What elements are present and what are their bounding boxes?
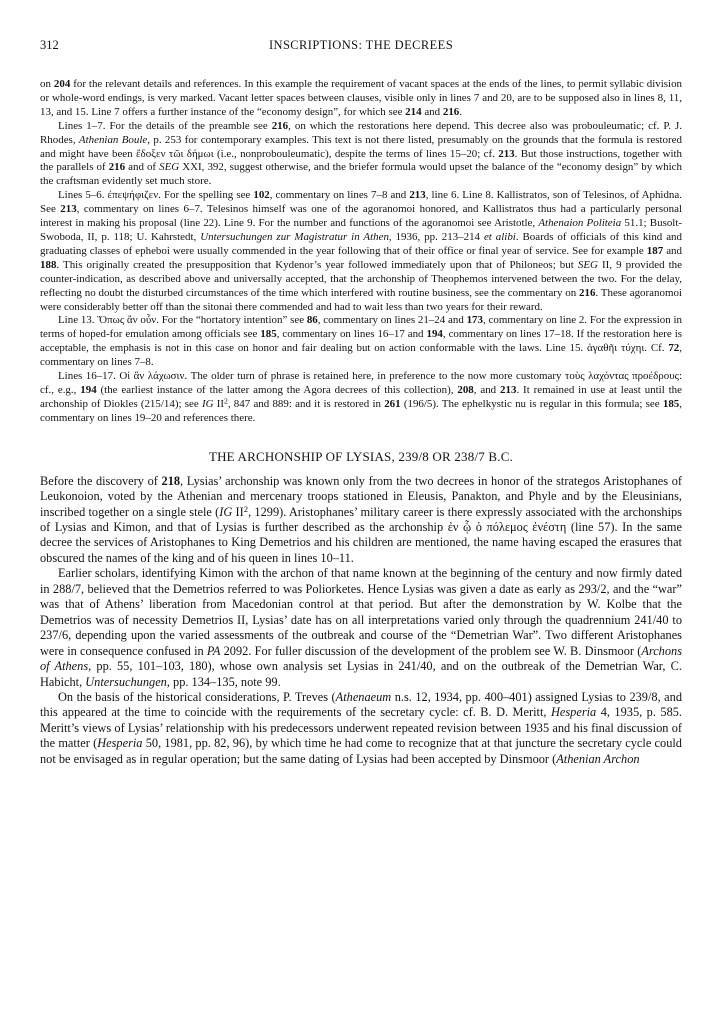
main-text-block — [40, 474, 682, 768]
italic-title: IG — [201, 397, 214, 410]
italic-title: Hesperia — [97, 736, 143, 751]
cross-reference-number: 185 — [260, 328, 277, 341]
running-title: INSCRIPTIONS: THE DECREES — [268, 38, 454, 52]
italic-title: IG — [219, 504, 233, 519]
cross-reference-number: 204 — [53, 78, 71, 90]
cross-reference-number: 213 — [409, 189, 426, 202]
cross-reference-number: 194 — [80, 383, 97, 396]
cross-reference-number: 102 — [253, 189, 270, 202]
cross-reference-number: 86 — [306, 314, 318, 327]
italic-title: Untersuchungen — [85, 674, 167, 689]
section-heading: THE ARCHONSHIP OF LYSIAS, 239/8 OR 238/7 B.C. — [208, 448, 514, 464]
cross-reference-number: 188 — [40, 258, 57, 271]
cross-reference-number: 213 — [498, 147, 515, 160]
cross-reference-number: 216 — [271, 119, 289, 132]
italic-title: SEG — [159, 161, 180, 174]
italic-title: Athenaeum — [335, 690, 392, 704]
body-paragraph: Before the discovery of 218, Lysias’ archonship was known only from the two decrees in honor of the strategos Aristophanes of Leukonoion, voted by the Athenian and mercenary troops stationed in Eleusis, Panakton, and Phyle and by the Eleusinians, inscribed together on a single stele (IG $II^2$, 1299). Aristophanes’ military career is there expressly associated with the archonships of Lysias and Kimon, and that of Lysias is further described as the archonship ἐν ᾧ ὁ πόλεμος ἐνέστη (line 57). In the same decree the services of Aristophanes to King Demetrios and his children are mentioned, the name having escaped the erasures that obscured the names of the king and of his queen in lines 10–11. — [40, 473, 683, 565]
italic-title: Athenian Archon — [556, 751, 640, 766]
running-head — [40, 38, 682, 58]
commentary-paragraph: on 204 for the relevant details and references. In this example the requirement of vacant spaces at the ends of the lines, to permit syllabic division or whole-word endings, is very marked. Vacant letter spaces between clauses, visible only in lines 7 and 20, are to be supposed also in lines 8, 11, 13, and 15. Line 7 offers a further instance of the “economy design”, for which see 214 and 216. — [40, 78, 683, 118]
cross-reference-number: 214 — [405, 105, 422, 118]
italic-title: Athenaion Politeia — [538, 217, 622, 230]
cross-reference-number: 216 — [442, 105, 460, 118]
cross-reference-number: 261 — [384, 397, 401, 410]
cross-reference-number: 208 — [457, 383, 474, 396]
page-number: 312 — [40, 38, 59, 52]
cross-reference-number: 218 — [161, 473, 181, 488]
cross-reference-number: 213 — [500, 383, 517, 396]
cross-reference-number: 187 — [646, 244, 664, 257]
italic-title: Untersuchungen zur Magistratur in Athen — [200, 230, 389, 243]
italic-title: Hesperia — [550, 705, 597, 720]
cross-reference-number: 72 — [668, 342, 680, 355]
cross-reference-number: 213 — [60, 203, 77, 216]
commentary-paragraph: Line 13. Ὅπως ἂν οὖν. For the “hortatory intention” see 86, commentary on lines 21–24 and 173, commentary on line 2. For the expression in terms of hoped-for emulation among officials see 185, commentary on lines 16–17 and 194, commentary on lines 17–18. If the restoration here is acceptable, the emphasis is not in this case on honor and fair dealing but on action conformable with the laws. Line 15. ἀγαθῆι τύχηι. Cf. 72, commentary on lines 7–8. — [40, 314, 683, 369]
cross-reference-number: 216 — [108, 161, 126, 174]
superscript: 2 — [224, 396, 228, 406]
commentary-paragraph: Lines 16–17. Οἱ ἂν λάχωσιν. The older turn of phrase is retained here, in preference to the now more customary τοὺς λαχόντας προέδρους: cf., e.g., 194 (the earliest instance of the latter among the Agora decrees of this collection), 208, and 213. It remained in use at least until the archonship of Diokles (215/14); see IG $II^2$, 847 and 889: and it is restored in 261 (196/5). The ephelkystic nu is regular in this formula; see 185, commentary on lines 19–20 and references there. — [40, 370, 682, 424]
cross-reference-number: 185 — [662, 397, 680, 410]
cross-reference-number: 216 — [579, 286, 596, 299]
body-paragraph: On the basis of the historical considerations, P. Treves (Athenaeum n.s. 12, 1934, pp. 400–401) assigned Lysias to 239/8, and this appeared at the time to coincide with the requirements of the secretary cycle: cf. B. D. Meritt, Hesperia 4, 1935, p. 585. Meritt’s views of Lysias’ relationship with his predecessors underwent repeated revision between 1935 and his final discussion of the matter (Hesperia 50, 1981, pp. 82, 96), by which time he had come to recognize that at that juncture the secretary cycle could not be envisaged as in regular operation; but the same dating of Lysias had been accepted by Dinsmoor (Athenian Archon — [40, 690, 683, 766]
italic-title: Archons of Athens — [40, 643, 682, 674]
cross-reference-number: 194 — [426, 328, 443, 341]
commentary-block — [40, 78, 682, 426]
italic-title: SEG — [577, 258, 598, 271]
superscript: 2 — [243, 503, 249, 514]
italic-title: Athenian Boule — [78, 133, 148, 146]
cross-reference-number: 173 — [466, 314, 483, 327]
italic-title: et alibi — [483, 230, 516, 243]
commentary-paragraph: Lines 5–6. ἐπεψήφιζεν. For the spelling see 102, commentary on lines 7–8 and 213, line 6. Line 8. Kallistratos, son of Telesinos, of Aphidna. See 213, commentary on lines 6–7. Telesinos himself was one of the agoranomoi honored, and Kallistratos thus had a particularly personal interest in making his proposal (line 22). Line 9. For the number and functions of the agoranomoi see Aristotle, Athenaion Politeia 51.1; Busolt-Swoboda, II, p. 118; U. Kahrstedt, Untersuchungen zur Magistratur in Athen, 1936, pp. 213–214 et alibi. Boards of officials of this kind and graduating classes of epheboi were usually commended in the year following that of their office or final year of service. See for example 187 and 188. This originally created the presupposition that Kydenor’s year followed immediately upon that of Philoneos; but SEG II, 9 provided the counter-indication, as described above and universally accepted, that the archonship of Theophemos intervened between the two. For the delay, reflecting no doubt the disturbed circumstances of the time which interfered with routine business, see the commentary on 216. These agoranomoi were considerably better off than the sitonai there commended and had to wait less than two years for their reward. — [40, 189, 683, 313]
body-paragraph: Earlier scholars, identifying Kimon with the archon of that name known at the beginning of the century and now firmly dated in 288/7, believed that the Demetrios referred to was Poliorketes. Hence Lysias was given a date as early as 293/2, and the “war” was that of Athens’ liberation from Macedonian control at that period. But after the demonstration by W. Kolbe that the Demetrios was of necessity Demetrios II, Lysias’ date has on all interpretations varied only through the quadrennium 241/40 to 237/6, depending upon the varied assessments of the outbreak and course of the “Demetrian War”. Two different Aristophanes were in consequence confused in PA 2092. For fuller discussion of the development of the problem see W. B. Dinsmoor (Archons of Athens, pp. 55, 101–103, 180), whose own analysis set Lysias in 241/40, and on the outbreak of the Demetrian War, C. Habicht, Untersuchungen, pp. 134–135, note 99. — [40, 566, 682, 689]
commentary-paragraph: Lines 1–7. For the details of the preamble see 216, on which the restorations here depend. This decree also was probouleumatic; cf. P. J. Rhodes, Athenian Boule, p. 253 for contemporary examples. This text is not there listed, presumably on the grounds that the formula is restored and might have been ἔδοξεν τῶι δήμωι (i.e., nonprobouleumatic), despite the terms of lines 15–20; cf. 213. But those instructions, together with the parallels of 216 and of SEG XXI, 392, suggest otherwise, and the briefer formula would upset the balance of the “economy design” by which the craftsman evidently set much store. — [40, 119, 683, 188]
document-page — [40, 38, 682, 767]
italic-title: PA — [206, 643, 221, 658]
